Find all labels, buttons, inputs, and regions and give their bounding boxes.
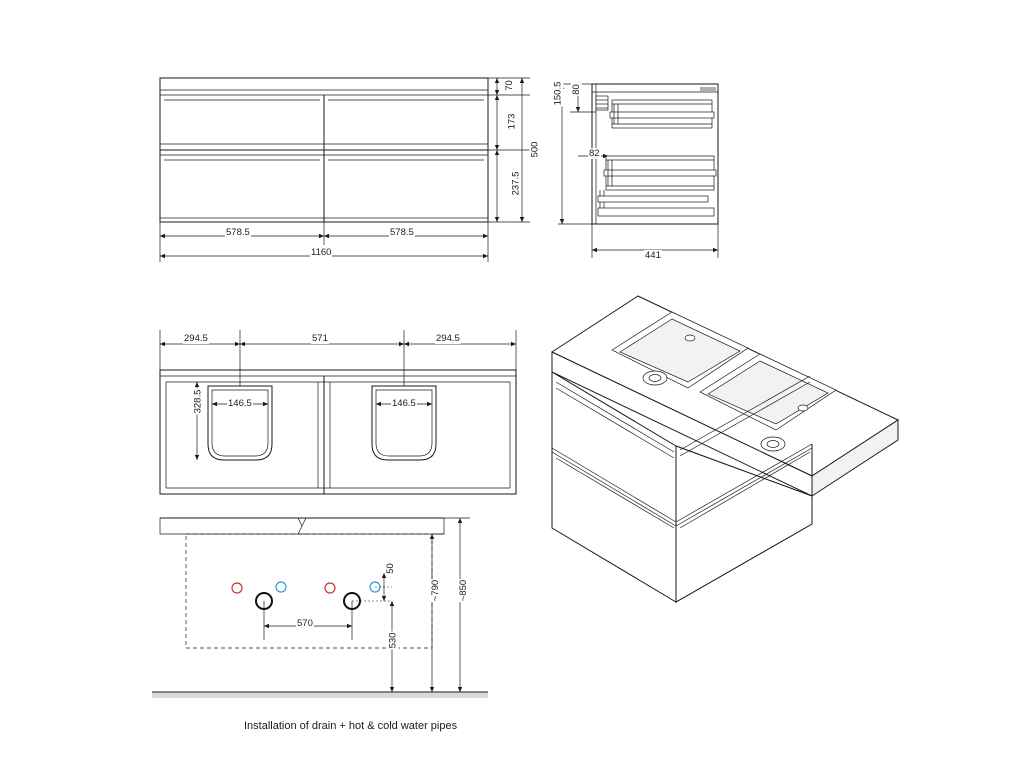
plumbing-layout-view [152,518,488,698]
dim-front-right-width: 578.5 [390,227,414,238]
dim-side-top-detail: 80 [570,84,582,95]
dim-plan-basin-right-width: 146.5 [392,398,416,409]
hot-water-pipe-right [325,583,335,593]
dim-plan-left-offset: 294.5 [184,333,208,344]
dim-plan-right-offset: 294.5 [436,333,460,344]
cold-water-pipe-left [276,582,286,592]
dim-plumb-vertical-gap: 50 [384,563,396,574]
dim-front-drawer-second: 173 [506,113,518,130]
dim-plan-basin-left-width: 146.5 [228,398,252,409]
top-plan-view [160,330,516,494]
plumbing-caption: Installation of drain + hot & cold water pipes [244,720,458,732]
dim-front-total-height: 500 [529,141,541,158]
dim-side-depth: 441 [645,250,661,261]
dim-front-total-width: 1160 [311,247,332,258]
dim-front-drawer-top: 70 [503,80,515,91]
dim-front-left-width: 578.5 [226,227,250,238]
dim-plan-basin-depth: 328.5 [192,389,204,414]
dim-plumb-basin-top-height: ~850 [458,579,470,602]
dim-side-inner-offset: 82 [589,148,600,159]
dim-plumb-drain-height: 530 [387,632,399,649]
dim-side-overall-top: 150.5 [552,81,564,106]
hot-water-pipe-left [232,583,242,593]
isometric-view [552,296,898,602]
dim-plumb-unit-height: ~790 [430,579,442,602]
dim-front-drawer-bottom: 237.5 [510,171,522,196]
dim-plan-center-span: 571 [312,333,328,344]
dim-plumb-horizontal-spacing: 570 [297,618,313,629]
side-section-view [558,84,718,258]
front-elevation-view [160,78,530,262]
